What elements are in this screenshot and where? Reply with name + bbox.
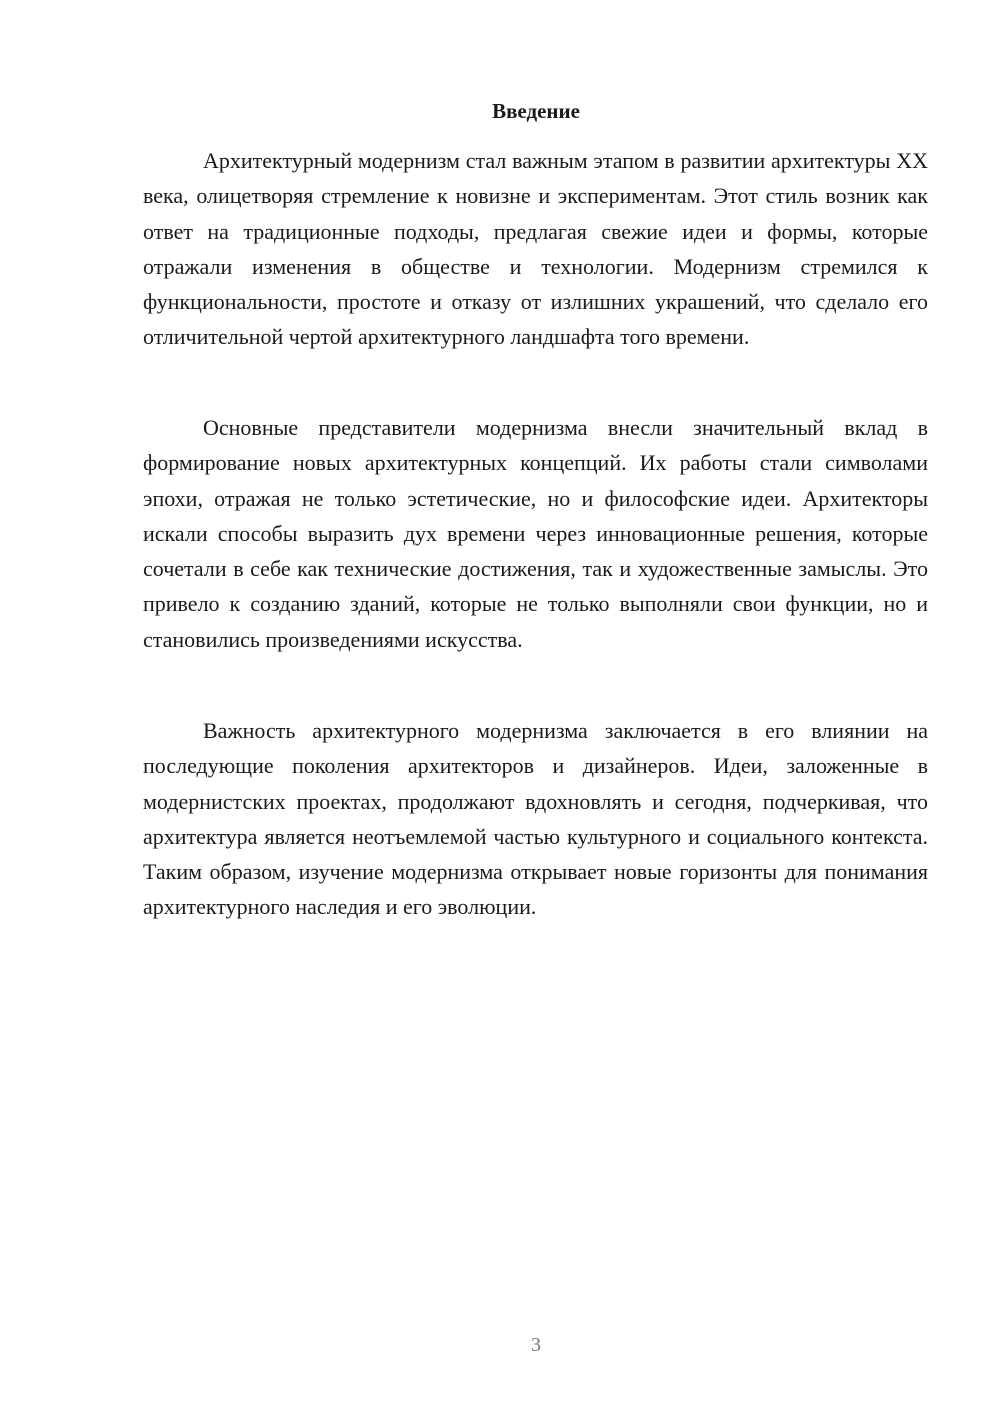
page-title: Введение	[492, 99, 580, 123]
page-number: 3	[531, 1334, 541, 1356]
paragraph-3: Важность архитектурного модернизма заключается в его влиянии на последующие поколения архитекторов и дизайнеров. Идеи, заложенные в модернистских проектах, продолжают вдохновлять и сегодня, подчеркивая, что архитектура является неотъемлемой частью культурного и социального контекста. Таким образом, изучение модернизма открывает новые горизонты для понимания архитектурного наследия и его эволюции.	[143, 718, 928, 920]
paragraph-1: Архитектурный модернизм стал важным этапом в развитии архитектуры XX века, олицетворяя стремление к новизне и экспериментам. Этот стиль возник как ответ на традиционные подходы, предлагая свежие идеи и формы, которые отражали изменения в обществе и технологии. Модернизм стремился к функциональности, простоте и отказу от излишних украшений, что сделало его отличительной чертой архитектурного ландшафта того времени.	[143, 148, 928, 350]
paragraph-2: Основные представители модернизма внесли значительный вклад в формирование новых архитектурных концепций. Их работы стали символами эпохи, отражая не только эстетические, но и философские идеи. Архитекторы искали способы выразить дух времени через инновационные решения, которые сочетали в себе как технические достижения, так и художественные замыслы. Это привело к созданию зданий, которые не только выполняли свои функции, но и становились произведениями искусства.	[143, 415, 928, 652]
